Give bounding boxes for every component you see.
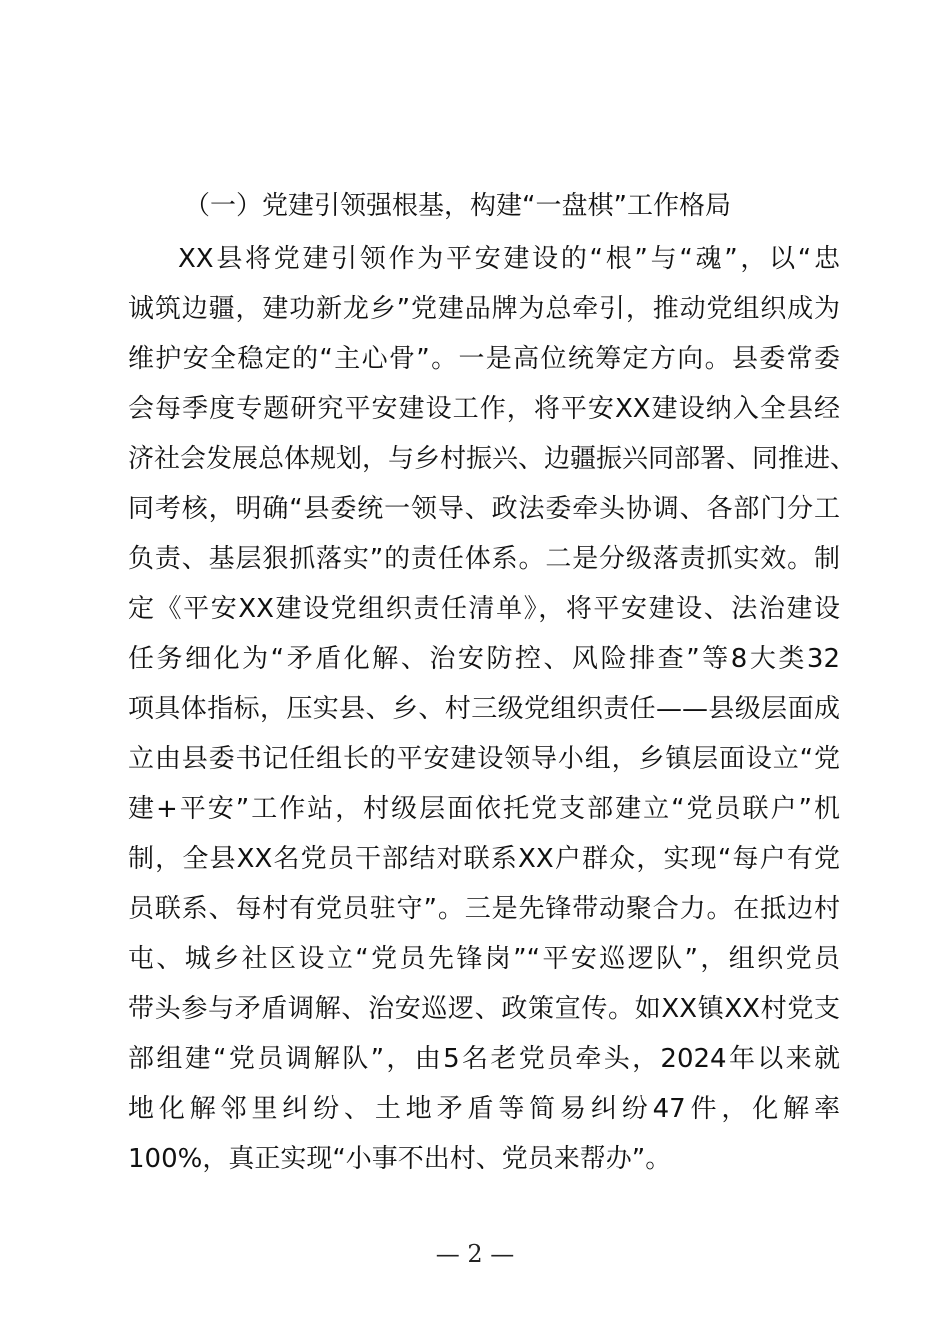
paragraph-line: 部组建“党员调解队”，由5名老党员牵头，2024年以来就 — [128, 1044, 840, 1074]
paragraph-line: 项具体指标，压实县、乡、村三级党组织责任——县级层面成 — [128, 694, 840, 724]
section-heading: （一）党建引领强根基，构建“一盘棋”工作格局 — [184, 191, 731, 221]
paragraph-line: 带头参与矛盾调解、治安巡逻、政策宣传。如XX镇XX村党支 — [128, 994, 840, 1024]
paragraph-line: 任务细化为“矛盾化解、治安防控、风险排查”等8大类32 — [128, 644, 840, 674]
paragraph-line: 地化解邻里纠纷、土地矛盾等简易纠纷47件，化解率 — [128, 1094, 840, 1124]
page-number: — 2 — — [435, 1240, 515, 1268]
paragraph-line: 同考核，明确“县委统一领导、政法委牵头协调、各部门分工 — [128, 494, 840, 524]
body-paragraph — [128, 234, 857, 1184]
paragraph-line: 立由县委书记任组长的平安建设领导小组，乡镇层面设立“党 — [128, 744, 840, 774]
paragraph-line: 制，全县XX名党员干部结对联系XX户群众，实现“每户有党 — [128, 844, 840, 874]
paragraph-line: 100%，真正实现“小事不出村、党员来帮办”。 — [128, 1144, 672, 1174]
paragraph-line: 会每季度专题研究平安建设工作，将平安XX建设纳入全县经 — [128, 394, 840, 424]
paragraph-line: 负责、基层狠抓落实”的责任体系。二是分级落责抓实效。制 — [128, 544, 840, 574]
paragraph-line: 诚筑边疆，建功新龙乡”党建品牌为总牵引，推动党组织成为 — [128, 294, 840, 324]
paragraph-line: 屯、城乡社区设立“党员先锋岗”“平安巡逻队”，组织党员 — [128, 944, 840, 974]
paragraph-line: 定《平安XX建设党组织责任清单》，将平安建设、法治建设 — [128, 594, 840, 624]
paragraph-line: 维护安全稳定的“主心骨”。一是高位统筹定方向。县委常委 — [128, 344, 840, 374]
paragraph-line: XX县将党建引领作为平安建设的“根”与“魂”，以“忠 — [178, 244, 840, 274]
paragraph-line: 济社会发展总体规划，与乡村振兴、边疆振兴同部署、同推进、 — [128, 444, 857, 474]
paragraph-line: 员联系、每村有党员驻守”。三是先锋带动聚合力。在抵边村 — [128, 894, 840, 924]
paragraph-line: 建+平安”工作站，村级层面依托党支部建立“党员联户”机 — [128, 794, 840, 824]
